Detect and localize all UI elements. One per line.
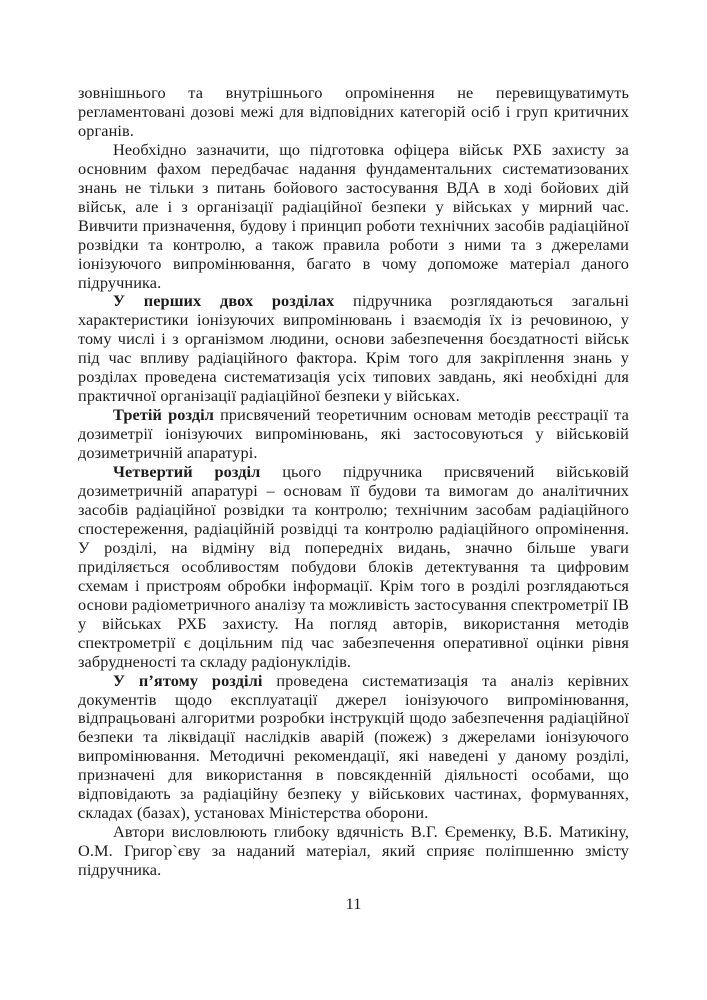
paragraph-sections-1-2 <box>78 292 629 406</box>
paragraph-lead: У п’ятому розділі <box>113 670 263 690</box>
paragraph-text: підручника розглядаються загальні характеристики іонізуючих випромінювань і взаємодія їх із речовиною, у тому числі і з організмом людини, основи забезпечення боєздатності військ під час впливу радіаційного фактора. Крім того для закріплення знань у розділах проведена систематизація усіх типових завдань, які необхідні для практичної організації радіаційної безпеки у військах. <box>78 291 629 406</box>
paragraph-section-3 <box>78 406 629 463</box>
paragraph-lead: У перших двох розділах <box>113 291 335 311</box>
paragraph-text: Автори висловлюють глибоку вдячність В.Г. Єременку, В.Б. Матикіну, О.М. Григор`єву за наданий матеріал, який сприяє поліпшенню змісту підручника. <box>78 822 629 880</box>
paragraph-text: присвячений теоретичним основам методів реєстрації та дозиметрії іонізуючих випромінювань, які застосовуються у військовій дозиметричній апаратурі. <box>78 405 629 463</box>
paragraph-text: зовнішнього та внутрішнього опромінення не перевищуватимуть регламентовані дозові межі для відповідних категорій осіб і груп критичних органів. <box>78 83 629 140</box>
paragraph-continuation <box>78 84 629 141</box>
paragraph-section-4 <box>78 463 629 671</box>
paragraph-section-5 <box>78 672 629 824</box>
paragraph-acknowledgements <box>78 823 629 880</box>
paragraph-text: проведена систематизація та аналіз керівних документів щодо експлуатації джерел іонізуючого випромінювання, відпрацьовані алгоритми розробки інструкцій щодо забезпечення радіаційної безпеки та ліквідації наслідків аварій (пожеж) з джерелами іонізуючого випромінювання. Методичні рекомендації, які наведені у даному розділі, призначені для використання в повсякденній діяльності особами, що відповідають за радіаційну безпеку у військових частинах, формуваннях, складах (базах), установах Міністерства оборони. <box>78 670 630 823</box>
page-number: 11 <box>345 894 362 913</box>
paragraph-lead: Третій розділ <box>113 405 215 425</box>
paragraph-text: Необхідно зазначити, що підготовка офіцера військ РХБ захисту за основним фахом передбачає надання фундаментальних систематизованих знань не тільки з питань бойового застосування ВДА в ході бойових дій військ, але і з організації радіаційної безпеки у військах у мирний час. Вивчити призначення, будову і принцип роботи технічних засобів радіаційної розвідки та контролю, а також правила роботи з ними та з джерелами іонізуючого випромінювання, багато в чому допоможе матеріал даного підручника. <box>78 139 629 292</box>
paragraph <box>78 141 629 293</box>
paragraph-lead: Четвертий розділ <box>113 462 261 482</box>
paragraph-text: цього підручника присвячений військовій дозиметричній апаратурі – основам її будови та вимогам до аналітичних засобів радіаційної розвідки та контролю; технічним засобам радіаційного спостереження, радіаційній розвідці та контролю радіаційного опромінення. У розділі, на відміну від попередніх видань, значно більше уваги приділяється особливостям побудови блоків детектування та цифровим схемам і пристроям обробки інформації. Крім того в розділі розглядаються основи радіометричного аналізу та можливість застосування спектрометрії ІВ у військах РХБ захисту. На погляд авторів, використання методів спектрометрії є доцільним під час забезпечення оперативної оцінки рівня забрудненості та складу радіонуклідів. <box>78 462 629 671</box>
page-body-text <box>78 84 629 880</box>
